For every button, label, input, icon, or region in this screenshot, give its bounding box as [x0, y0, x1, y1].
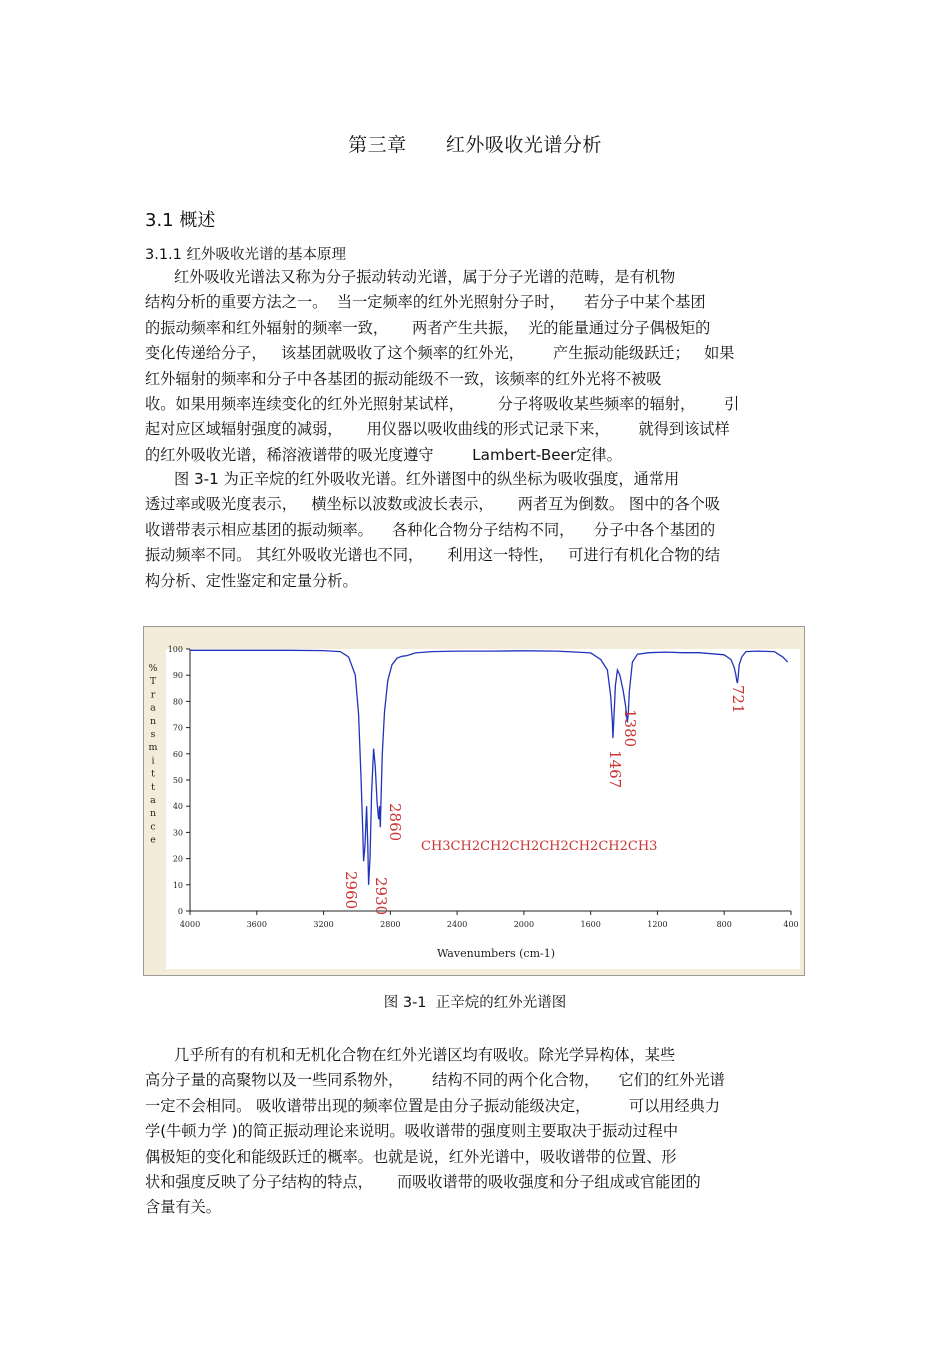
y-axis-label-char: s [150, 729, 156, 740]
text-line: 的红外吸收光谱，稀溶液谱带的吸光度遵守 Lambert-Beer定律。 [145, 445, 622, 464]
x-tick-label: 2000 [513, 920, 535, 929]
y-tick-label: 40 [172, 802, 183, 812]
paragraph-figure-description [145, 467, 807, 594]
y-tick-label: 100 [167, 645, 183, 654]
text-line: 高分子量的高聚物以及一些同系物外， 结构不同的两个化合物， 它们的红外光谱 [145, 1071, 725, 1090]
y-tick-label: 90 [172, 671, 183, 681]
text-line: 几乎所有的有机和无机化合物在红外光谱区均有吸收。除光学异构体，某些 [145, 1046, 676, 1064]
text-line: 红外辐射的频率和分子中各基团的振动能级不一致，该频率的红外光将不被吸 [145, 369, 662, 388]
y-axis-label-char: r [150, 689, 156, 701]
peak-label-2860: 2860 [386, 803, 404, 842]
x-tick-label: 2400 [446, 920, 468, 929]
peak-label-2930: 2930 [372, 877, 390, 916]
ir-spectrum-figure [143, 626, 805, 976]
text-line: 构分析、定性鉴定和定量分析。 [145, 571, 358, 590]
text-line: 的振动频率和红外辐射的频率一致， 两者产生共振， 光的能量通过分子偶极矩的 [145, 318, 711, 337]
y-axis-label-char: % [148, 663, 158, 674]
y-axis-label-char: e [150, 834, 156, 846]
y-axis-label-char: c [150, 821, 156, 833]
y-axis-label-char: a [150, 795, 156, 806]
y-tick-label: 20 [172, 854, 183, 864]
y-tick-label: 10 [172, 880, 183, 890]
y-tick-label: 50 [172, 776, 183, 785]
text-line: 一定不会相同。 吸收谱带出现的频率位置是由分子振动能级决定， 可以用经典力 [145, 1096, 721, 1115]
text-line: 学(牛顿力学 )的简正振动理论来说明。吸收谱带的强度则主要取决于振动过程中 [145, 1122, 679, 1141]
text-line: 收。如果用频率连续变化的红外光照射某试样， 分子将吸收某些频率的辐射， 引 [145, 395, 740, 414]
y-axis-label-char: T [149, 676, 157, 688]
y-tick-label: 70 [172, 723, 183, 733]
subsection-title: 3.1.1 红外吸收光谱的基本原理 [145, 247, 347, 263]
x-tick-label: 2800 [380, 920, 401, 929]
y-axis-label-char: n [149, 715, 157, 727]
x-tick-label: 3600 [246, 920, 267, 929]
peak-label-2960: 2960 [342, 871, 360, 910]
text-line: 变化传递给分子， 该基团就吸收了这个频率的红外光， 产生振动能级跃迁； 如果 [145, 344, 735, 363]
text-line: 结构分析的重要方法之一。 当一定频率的红外光照射分子时， 若分子中某个基团 [145, 293, 706, 312]
peak-label-721: 721 [729, 685, 747, 714]
text-line: 起对应区域辐射强度的减弱， 用仪器以吸收曲线的形式记录下来， 就得到该试样 [145, 420, 730, 439]
x-tick-label: 1600 [580, 920, 601, 929]
x-tick-label: 3200 [313, 920, 334, 929]
y-axis-label-char: a [150, 702, 156, 714]
paragraph-principle [145, 265, 807, 468]
x-axis-label: Wavenumbers (cm-1) [436, 947, 556, 960]
x-tick-label: 4000 [179, 920, 201, 929]
y-axis-label-char: n [149, 808, 157, 820]
text-line: 含量有关。 [145, 1198, 221, 1217]
chapter-title: 第三章 红外吸收光谱分析 [348, 134, 602, 156]
y-axis-label-char: m [148, 742, 158, 754]
text-line: 透过率或吸光度表示， 横坐标以波数或波长表示， 两者互为倒数。 图中的各个吸 [145, 495, 721, 514]
section-title: 3.1 概述 [145, 210, 216, 231]
peak-label-1380: 1380 [621, 709, 639, 748]
peak-label-1467: 1467 [606, 750, 624, 789]
y-axis-label-char: t [151, 768, 155, 780]
x-tick-label: 800 [716, 920, 732, 929]
x-tick-label: 1200 [647, 920, 668, 929]
y-axis-label-char: i [151, 755, 155, 767]
text-line: 图 3-1 为正辛烷的红外吸收光谱。红外谱图中的纵坐标为吸收强度，通常用 [145, 470, 680, 488]
text-line: 状和强度反映了分子结构的特点， 而吸收谱带的吸收强度和分子组成或官能团的 [145, 1173, 701, 1192]
y-tick-label: 0 [177, 907, 183, 916]
y-axis-label-char: t [151, 781, 155, 793]
text-line: 收谱带表示相应基团的振动频率。 各种化合物分子结构不同， 分子中各个基团的 [145, 520, 716, 539]
y-tick-label: 80 [172, 697, 183, 707]
y-tick-label: 60 [172, 749, 183, 759]
y-tick-label: 30 [172, 828, 183, 838]
figure-caption: 图 3-1 正辛烷的红外光谱图 [383, 995, 567, 1011]
molecular-formula: CH3CH2CH2CH2CH2CH2CH2CH3 [421, 839, 658, 854]
paragraph-absorption [145, 1043, 807, 1221]
ir-spectrum-chart [144, 627, 804, 975]
text-line: 偶极矩的变化和能级跃迁的概率。也就是说，红外光谱中，吸收谱带的位置、形 [145, 1147, 677, 1166]
text-line: 振动频率不同。 其红外吸收光谱也不同， 利用这一特性， 可进行有机化合物的结 [145, 546, 721, 565]
text-line: 红外吸收光谱法又称为分子振动转动光谱，属于分子光谱的范畴，是有机物 [145, 268, 676, 286]
x-tick-label: 400 [783, 920, 799, 929]
